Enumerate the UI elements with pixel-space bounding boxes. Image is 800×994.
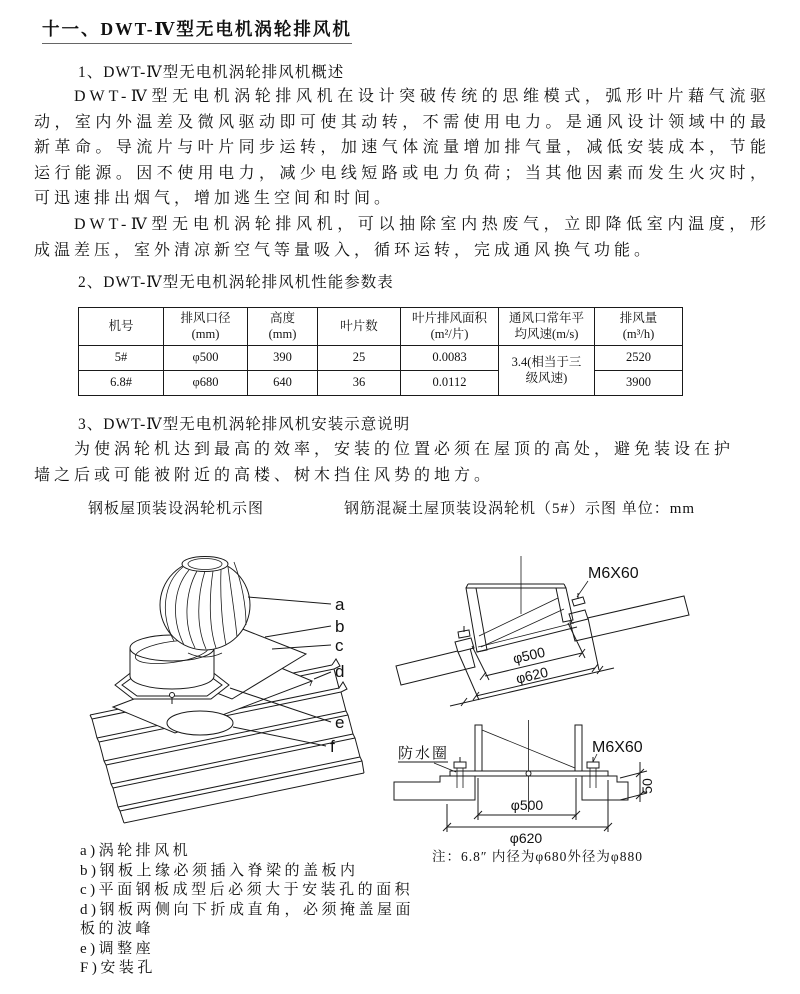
bolt-leader [577, 581, 588, 597]
annotation-item-d: d)钢板两侧向下折成直角，必须掩盖屋面板的波峰 [80, 901, 414, 937]
mounting-hole [167, 711, 233, 735]
diagram-steel-roof-install [60, 545, 390, 845]
waterproof-leader [434, 763, 456, 772]
part-label-b: b [335, 617, 345, 636]
part-label-f: f [330, 737, 335, 756]
bolt-label: M6X60 [592, 739, 643, 756]
annotation-item-c: c)平面钢板成型后必须大于安装孔的面积 [80, 882, 414, 898]
curb-left [455, 638, 474, 652]
col-header-wind-speed: 通风口常年平 均风速(m/s) [499, 308, 595, 346]
table-header-row [79, 308, 683, 346]
cell-blade-area: 0.0083 [401, 345, 499, 370]
cell-height: 640 [248, 370, 318, 395]
cell-machine-no: 5# [79, 345, 164, 370]
base-duct [466, 556, 577, 652]
cell-outlet-dia: φ680 [164, 370, 248, 395]
col-header-blade-area: 叶片排风面积 (m²/片) [401, 308, 499, 346]
section3-heading: 3、DWT-Ⅳ型无电机涡轮排风机安装示意说明 [78, 416, 411, 433]
section3-paragraph: 为使涡轮机达到最高的效率，安装的位置必须在屋顶的高处，避免装设在护墙之后或可能被附近的高楼、树木挡住风势的地方。 [34, 441, 735, 484]
cell-blade-count: 36 [318, 370, 401, 395]
section1-heading: 1、DWT-Ⅳ型无电机涡轮排风机概述 [78, 64, 345, 81]
section1-paragraph2: DWT-Ⅳ型无电机涡轮排风机，可以抽除室内热废气，立即降低室内温度，形成温差压，室外清凉新空气等量吸入，循环运转，完成通风换气功能。 [34, 216, 770, 259]
col-header-blade-count: 叶片数 [318, 308, 401, 346]
cell-outlet-dia: φ500 [164, 345, 248, 370]
bolt-label: M6X60 [588, 565, 639, 582]
dim-620: φ620 [509, 830, 543, 846]
dim-620: φ620 [514, 663, 550, 687]
waterproof-ring-label: 防水圈 [398, 746, 450, 762]
table-row [79, 345, 683, 370]
slab-left [396, 648, 475, 685]
annotation-item-a: a)涡轮排风机 [80, 843, 192, 859]
cell-blade-area: 0.0112 [401, 370, 499, 395]
slab-right [582, 776, 628, 800]
annotation-item-e: e)调整座 [80, 940, 155, 957]
col-header-exhaust-volume: 排风量 (m³/h) [595, 308, 683, 346]
col-header-outlet-dia: 排风口径 (mm) [164, 308, 248, 346]
bolt-left [458, 626, 470, 638]
performance-table-wrap [78, 307, 683, 396]
dim-500: φ500 [511, 643, 547, 667]
dim-50: 50 [639, 778, 655, 794]
part-label-d: d [335, 662, 345, 681]
part-label-a: a [335, 595, 345, 614]
col-header-machine-no: 机号 [79, 308, 164, 346]
cell-wind-speed-merged: 3.4(相当于三 级风速) [499, 345, 595, 395]
diagram-note: 注：6.8″ 内径为φ680外径为φ880 [432, 849, 643, 864]
cell-exhaust-volume: 3900 [595, 370, 683, 395]
cell-machine-no: 6.8# [79, 370, 164, 395]
annotation-item-f: F)安装孔 [80, 960, 156, 976]
page-title: 十一、DWT-Ⅳ型无电机涡轮排风机 [42, 16, 352, 44]
section2-heading: 2、DWT-Ⅳ型无电机涡轮排风机性能参数表 [78, 274, 394, 291]
cell-blade-count: 25 [318, 345, 401, 370]
cell-exhaust-volume: 2520 [595, 345, 683, 370]
cell-height: 390 [248, 345, 318, 370]
section1-paragraph1: DWT-Ⅳ型无电机涡轮排风机在设计突破传统的思维模式，弧形叶片藉气流驱动，室内外温差及微风驱动即可使其动转，不需使用电力。是通风设计领域中的最新革命。导流片与叶片同步运转，加速气体流量增加排气量，减低安装成本，节能运行能源。因不使用电力，减少电线短路或电力负荷；当其他因素而发生火灾时，可迅速排出烟气，增加逃生空间和时间。 [34, 88, 770, 207]
annotation-list [80, 842, 418, 979]
caption-steel-roof: 钢板屋顶装设涡轮机示图 [88, 501, 265, 517]
part-label-e: e [335, 713, 345, 732]
caption-concrete-roof: 钢筋混凝土屋顶装设涡轮机（5#）示图 单位：mm [344, 501, 696, 517]
col-header-height: 高度 (mm) [248, 308, 318, 346]
annotation-item-b: b)钢板上缘必须插入脊梁的盖板内 [80, 862, 359, 879]
performance-table [78, 307, 683, 396]
part-label-c: c [335, 636, 344, 655]
dim-500: φ500 [510, 797, 544, 813]
diagram-sloped-concrete [392, 548, 700, 708]
